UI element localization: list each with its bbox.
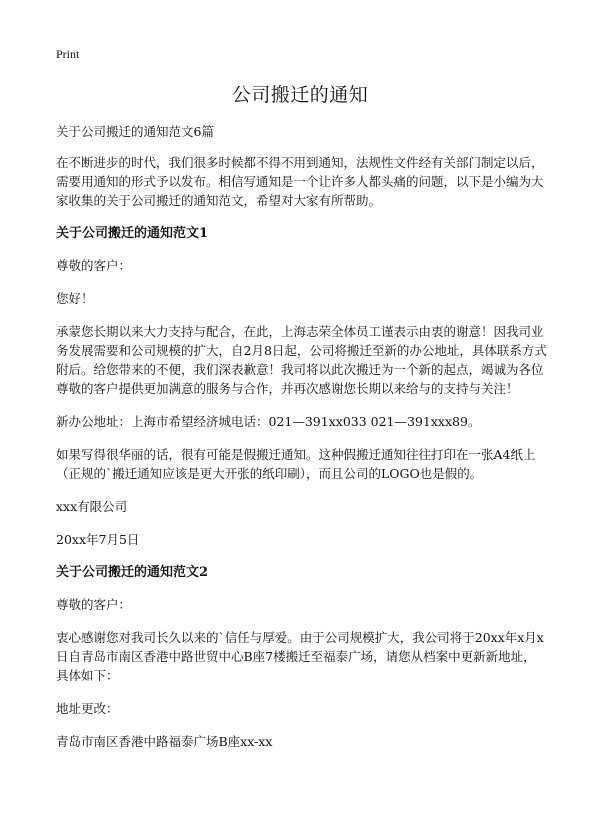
section1-company: xxx有限公司: [56, 499, 128, 514]
section1-date: 20xx年7月5日: [56, 532, 140, 547]
intro-heading: 关于公司搬迁的通知范文6篇: [56, 124, 214, 139]
section2-new-address: 青岛市南区香港中路福泰广场B座xx-xx: [56, 734, 273, 749]
section1-note: 如果写得很华丽的话，很有可能是假搬迁通知。这种假搬迁通知往往打印在一张A4纸上（正规的`搬迁通知应该是更大开张的纸印刷），而且公司的LOGO也是假的。: [56, 447, 536, 481]
section2-salutation: 尊敬的客户：: [56, 597, 132, 612]
section2-body: 衷心感谢您对我司长久以来的`信任与厚爱。由于公司规模扩大，我公司将于20xx年x月x日自青岛市南区香港中路世贸中心B座7楼搬迁至福泰广场，请您从档案中更新新地址，具体如下：: [56, 630, 544, 683]
section1-address-line: 新办公地址：上海市希望经济城电话：021—391xx033 021—391xxx89。: [56, 414, 481, 429]
section1-heading: 关于公司搬迁的通知范文1: [56, 226, 209, 241]
section1-body: 承蒙您长期以来大力支持与配合，在此，上海志荣全体员工谨表示由衷的谢意！因我司业务发展需要和公司规模的扩大，自2月8日起，公司将搬迁至新的办公地址，具体联系方式附后。给您带来的不便，我们深表歉意！我司将以此次搬迁为一个新的起点，竭诚为各位尊敬的客户提供更加满意的服务与合作，并再次感谢您长期以来给与的支持与关注！: [56, 324, 547, 396]
page-title: 公司搬迁的通知: [231, 84, 369, 106]
section2-address-change-label: 地址更改：: [56, 701, 119, 716]
intro-paragraph: 在不断进步的时代，我们很多时候都不得不用到通知，法规性文件经有关部门制定以后，需要用通知的形式予以发布。相信写通知是一个让许多人都头痛的问题，以下是小编为大家收集的关于公司搬迁的通知范文，希望对大家有所帮助。: [56, 155, 544, 208]
section1-greeting: 您好！: [56, 291, 94, 306]
print-link[interactable]: Print: [56, 47, 80, 61]
section1-salutation: 尊敬的客户：: [56, 258, 132, 273]
section2-heading: 关于公司搬迁的通知范文2: [56, 565, 209, 580]
article-body: [56, 122, 548, 765]
